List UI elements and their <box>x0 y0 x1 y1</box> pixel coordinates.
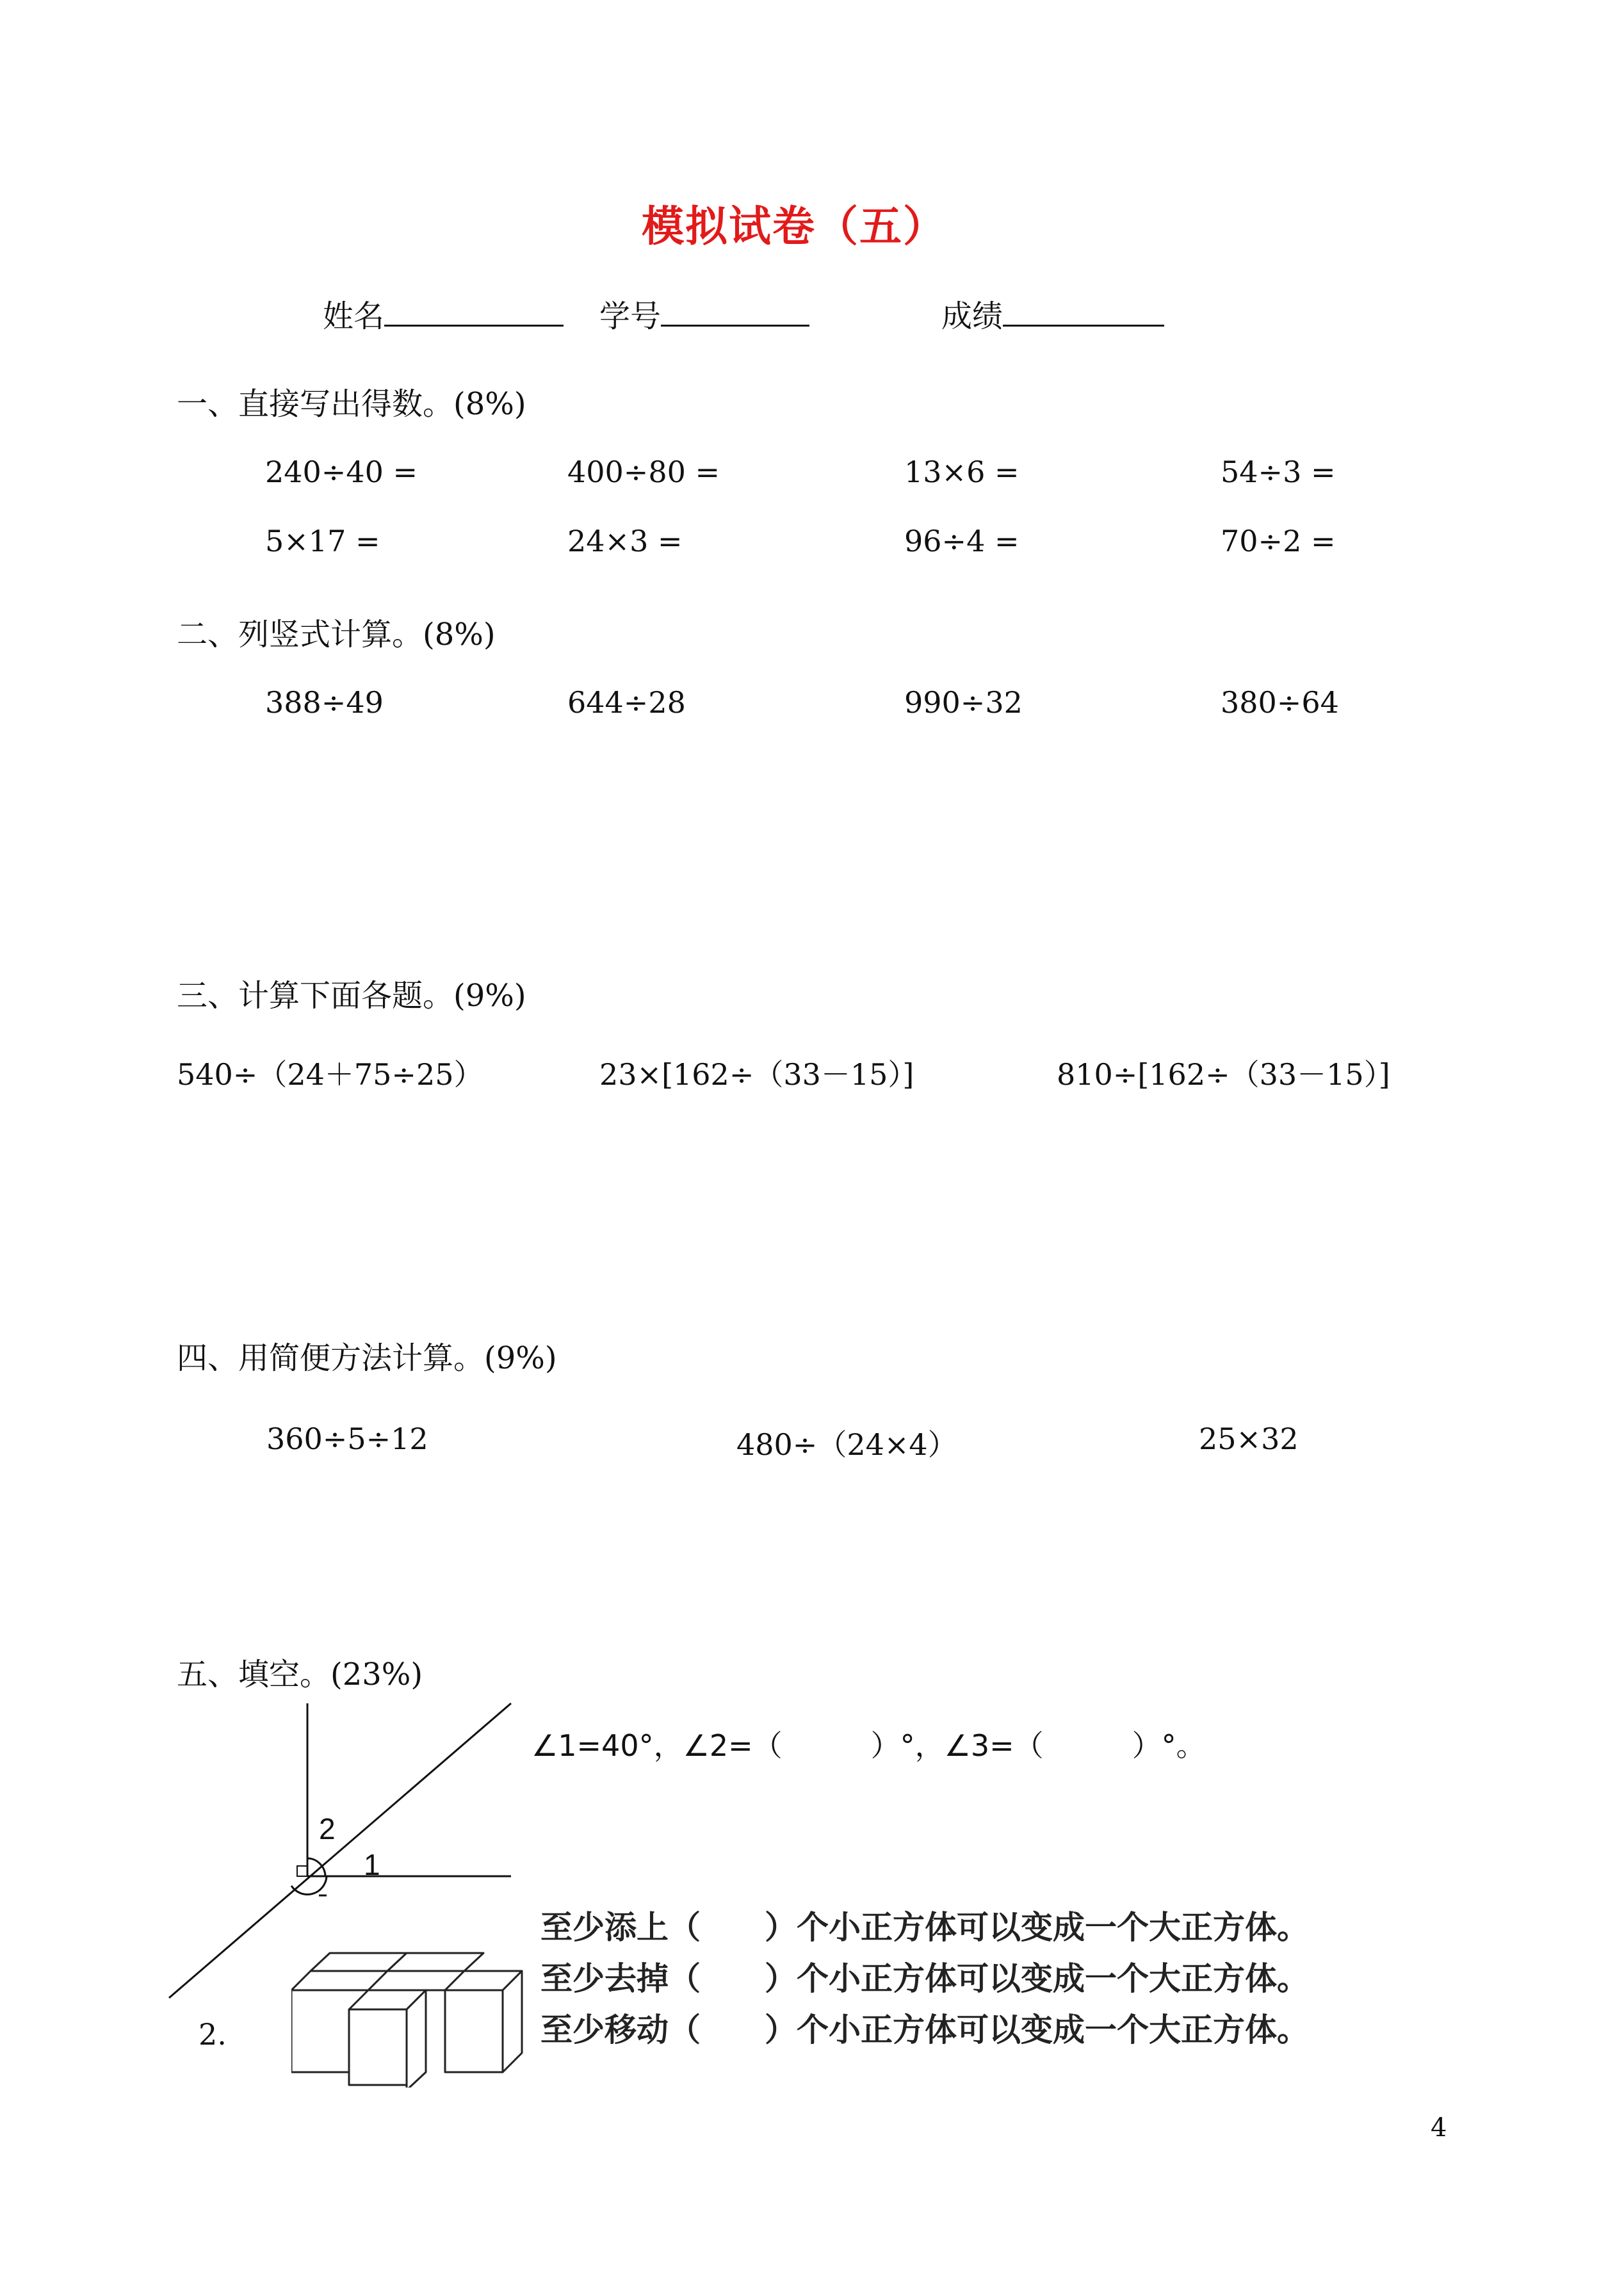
cube-question-3: 至少移动（ ）个小正方体可以变成一个大正方体。 <box>540 2011 1309 2048</box>
section3-heading: 三、计算下面各题。(9%) <box>177 978 526 1014</box>
name-blank[interactable] <box>384 296 564 327</box>
angle-label-1: 1 <box>364 1848 380 1881</box>
s1-item-7: 96÷4 = <box>904 524 1019 558</box>
right-angle-mark <box>297 1866 307 1876</box>
s4-item-1: 360÷5÷12 <box>266 1422 428 1456</box>
s3-item-2: 23×[162÷（33－15）] <box>599 1057 914 1092</box>
s1-item-1: 240÷40 = <box>265 455 418 489</box>
angle-label-2: 2 <box>319 1812 336 1845</box>
angle-2-arc <box>307 1858 321 1865</box>
cube-question-1: 至少添上（ ）个小正方体可以变成一个大正方体。 <box>540 1909 1309 1946</box>
angle-3-arc <box>291 1876 327 1894</box>
s4-item-2: 480÷（24×4） <box>736 1427 957 1462</box>
cube-figure <box>291 1934 535 2088</box>
score-label: 成绩 <box>941 298 1003 334</box>
s1-item-8: 70÷2 = <box>1221 524 1336 558</box>
cube-question-2: 至少去掉（ ）个小正方体可以变成一个大正方体。 <box>540 1960 1309 1997</box>
s1-item-6: 24×3 = <box>567 524 683 558</box>
s4-item-3: 25×32 <box>1199 1422 1299 1456</box>
student-id-field[interactable] <box>599 291 809 336</box>
angle-question: ∠1=40°，∠2=（ ）°，∠3=（ ）°。 <box>532 1728 1206 1763</box>
angle-1-arc <box>321 1865 325 1876</box>
score-field[interactable] <box>941 291 1164 336</box>
name-label: 姓名 <box>323 298 385 334</box>
page-number: 4 <box>1431 2113 1447 2143</box>
student-id-blank[interactable] <box>661 296 809 327</box>
score-blank[interactable] <box>1003 296 1164 327</box>
s2-item-2: 644÷28 <box>567 685 686 720</box>
section2-heading: 二、列竖式计算。(8%) <box>177 617 496 653</box>
s3-item-3: 810÷[162÷（33－15）] <box>1057 1057 1390 1092</box>
s1-item-5: 5×17 = <box>265 524 380 558</box>
s1-item-4: 54÷3 = <box>1221 455 1336 489</box>
page-title: 模拟试卷（五） <box>642 201 946 251</box>
s2-item-3: 990÷32 <box>904 685 1023 720</box>
section4-heading: 四、用简便方法计算。(9%) <box>177 1340 557 1376</box>
section5-heading: 五、填空。(23%) <box>177 1657 423 1692</box>
s3-item-1: 540÷（24＋75÷25） <box>177 1057 483 1092</box>
s2-item-4: 380÷64 <box>1221 685 1339 720</box>
name-field[interactable] <box>323 291 564 336</box>
s2-item-1: 388÷49 <box>265 685 384 720</box>
section1-heading: 一、直接写出得数。(8%) <box>177 386 526 422</box>
student-id-label: 学号 <box>599 298 662 334</box>
s1-item-3: 13×6 = <box>904 455 1019 489</box>
s1-item-2: 400÷80 = <box>567 455 720 489</box>
q2-number: 2. <box>199 2017 227 2052</box>
